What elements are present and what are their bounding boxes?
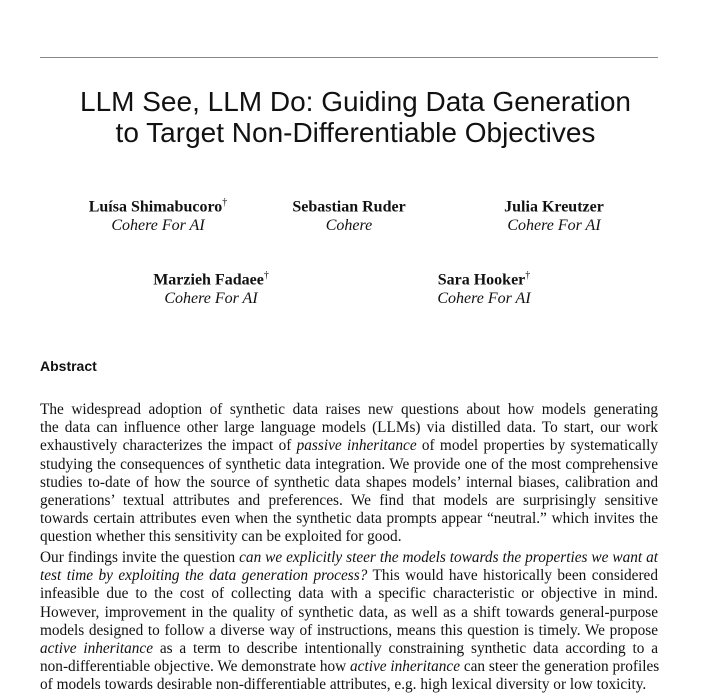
text-segment: Our findings invite the question: [40, 549, 240, 566]
author-mark: †: [525, 270, 531, 281]
text-segment: the data can influence other large language models (LLMs) via distilled data. To start, our work: [40, 419, 658, 437]
abstract-heading: Abstract: [40, 358, 97, 374]
paper-title: [20, 86, 691, 148]
text-segment: can steer the generation profiles: [460, 658, 660, 676]
author-name: Luísa Shimabucoro: [88, 198, 223, 216]
text-segment: generations’ textual attributes and preferences. We find that models are surprisingly sensitive: [40, 491, 658, 509]
text-line: [40, 640, 658, 658]
text-line: [40, 401, 658, 419]
author-affiliation: Cohere For AI: [507, 217, 601, 235]
emphasis-text: active inheritance: [350, 658, 461, 676]
text-segment: of model properties by systematically: [416, 437, 658, 455]
author-name: Marzieh Fadaee: [153, 271, 264, 289]
author-name: Sara Hooker: [437, 271, 526, 289]
title-line-2: to Target Non-Differentiable Objectives: [115, 117, 596, 148]
header-rule: [40, 57, 658, 58]
text-line: [40, 567, 658, 585]
author-mark: †: [263, 270, 269, 281]
text-segment: This would have historically been considered: [367, 567, 658, 585]
text-line: [40, 437, 658, 455]
text-segment: studies to-date of how the source of synthetic data shapes models’ internal biases, calibration and: [40, 473, 658, 491]
emphasis-text: test time by exploiting the data generation process?: [40, 567, 368, 585]
emphasis-text: active inheritance: [40, 639, 154, 657]
text-segment: However, improvement in the quality of synthetic data, as well as a shift towards general-purpose: [40, 603, 658, 621]
text-segment: The widespread adoption of synthetic data raises new questions about how models generating: [40, 401, 658, 418]
author-block: [229, 194, 469, 235]
text-line: [40, 528, 658, 546]
title-line-1: LLM See, LLM Do: Guiding Data Generation: [80, 86, 631, 117]
text-segment: exhaustively characterizes the impact of: [40, 437, 297, 455]
abstract-paragraph: [40, 549, 658, 695]
text-line: [40, 604, 658, 622]
text-line: [40, 549, 658, 567]
text-line: [40, 658, 658, 676]
author-block: [434, 194, 674, 235]
author-block: [91, 267, 331, 308]
text-segment: question whether this sensitivity can be exploited for good.: [40, 528, 402, 546]
text-segment: as a term to describe intentionally constraining synthetic data according to a: [153, 639, 658, 657]
text-line: [40, 585, 658, 603]
abstract-paragraph: [40, 401, 658, 547]
emphasis-text: passive inheritance: [296, 437, 417, 455]
text-segment: infeasible due to the cost of collecting data with a specific characteristic or objective in mind.: [40, 585, 658, 603]
author-affiliation: Cohere: [325, 217, 373, 235]
author-name: Sebastian Ruder: [292, 198, 406, 216]
text-line: [40, 474, 658, 492]
text-segment: of models towards desirable non-differentiable attributes, e.g. high lexical diversity or low toxicity.: [40, 676, 647, 694]
text-segment: non-differentiable objective. We demonstrate how: [40, 658, 350, 676]
text-line: [40, 456, 658, 474]
author-affiliation: Cohere For AI: [437, 290, 531, 308]
text-line: [40, 419, 658, 437]
text-line: [40, 510, 658, 528]
author-name: Julia Kreutzer: [504, 198, 604, 216]
emphasis-text: can we explicitly steer the models towards the properties we want at: [239, 549, 659, 566]
text-line: [40, 492, 658, 510]
text-segment: towards certain attributes even when the synthetic data prompts appear “neutral.” which invites the: [40, 510, 658, 528]
text-line: [40, 622, 658, 640]
author-affiliation: Cohere For AI: [164, 290, 258, 308]
author-mark: †: [222, 197, 228, 208]
text-segment: studying the consequences of synthetic data integration. We provide one of the most comprehensive: [40, 455, 658, 473]
author-block: [364, 267, 604, 308]
text-line: [40, 676, 658, 694]
author-affiliation: Cohere For AI: [111, 217, 205, 235]
text-segment: models designed to follow a diverse way of instructions, means this question is timely. We propose: [40, 621, 658, 639]
